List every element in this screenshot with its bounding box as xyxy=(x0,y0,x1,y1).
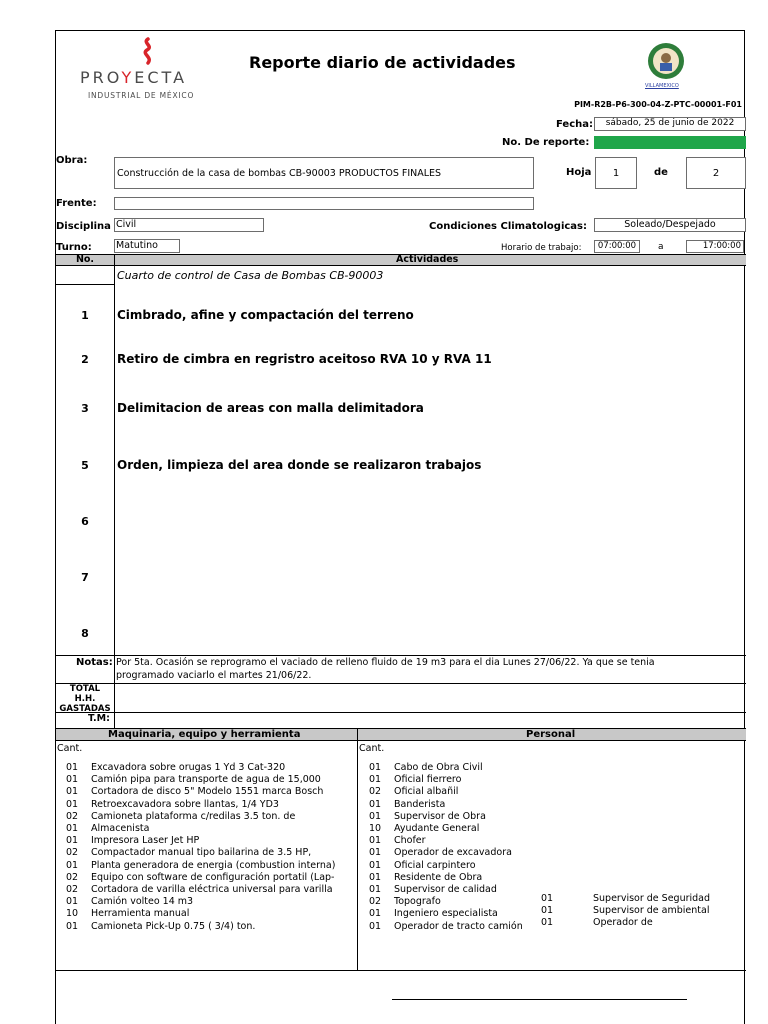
activity-number: 5 xyxy=(81,459,89,472)
activity-number: 1 xyxy=(81,309,89,322)
row-description: Cabo de Obra Civil xyxy=(394,762,483,773)
personal-cant-label: Cant. xyxy=(359,743,385,754)
personnel-row xyxy=(369,920,549,933)
horario-a-label: a xyxy=(658,242,664,252)
total-hh-label xyxy=(56,684,114,712)
personnel-row xyxy=(541,904,721,917)
row-quantity: 02 xyxy=(66,884,79,895)
equipment-row xyxy=(66,810,362,823)
row-description: Compactador manual tipo bailarina de 3.5 HP, xyxy=(91,847,312,859)
row-quantity: 01 xyxy=(369,908,382,920)
notas-bottom-rule xyxy=(56,683,746,684)
row-quantity: 01 xyxy=(66,835,79,847)
row-quantity: 01 xyxy=(369,859,382,871)
row-description: Oficial fierrero xyxy=(394,774,462,786)
row-quantity: 02 xyxy=(66,871,79,883)
personnel-row xyxy=(369,871,549,884)
total-hh-l2: H.H. xyxy=(74,694,96,704)
row-quantity: 02 xyxy=(66,810,79,822)
row-quantity: 01 xyxy=(369,920,382,932)
row-quantity: 01 xyxy=(66,786,79,798)
row-description: Cortadora de varilla eléctrica universal para varilla xyxy=(91,884,333,895)
no-reporte-value xyxy=(594,136,746,149)
activity-number: 3 xyxy=(81,402,89,415)
report-title: Reporte diario de actividades xyxy=(249,53,516,72)
equipment-row xyxy=(66,871,362,884)
hoja-total-number: 2 xyxy=(712,168,720,179)
frente-field xyxy=(114,197,534,210)
report-sheet xyxy=(55,30,745,1024)
personnel-row xyxy=(369,773,549,786)
row-description: Ingeniero especialista xyxy=(394,908,498,920)
disciplina-field xyxy=(114,218,264,232)
notas-line-2: programado vaciarlo el martes 21/06/22. xyxy=(116,670,312,681)
row-description: Supervisor de Obra xyxy=(394,810,486,822)
personnel-row xyxy=(541,892,721,905)
row-description: Residente de Obra xyxy=(394,871,483,883)
row-description: Banderista xyxy=(394,798,446,810)
personnel-row xyxy=(369,761,549,774)
personnel-row xyxy=(369,846,549,859)
row-quantity: 01 xyxy=(369,871,382,883)
row-quantity: 01 xyxy=(369,774,382,786)
horario-end xyxy=(686,240,744,253)
row-description: Planta generadora de energia (combustion interna) xyxy=(91,859,336,871)
row-description: Supervisor de ambiental xyxy=(593,905,710,917)
fecha-label: Fecha: xyxy=(556,119,594,130)
row-description: Chofer xyxy=(394,835,426,847)
personnel-row xyxy=(369,785,549,798)
activity-number: 6 xyxy=(81,515,89,528)
personnel-row xyxy=(369,859,549,872)
activities-subtitle: Cuarto de control de Casa de Bombas CB-90003 xyxy=(117,269,384,282)
personnel-row xyxy=(369,907,549,920)
row-description: Supervisor de Seguridad xyxy=(593,893,711,904)
row-description: Operador de xyxy=(593,917,653,929)
seal-icon xyxy=(646,41,686,81)
row-description: Impresora Laser Jet HP xyxy=(91,835,200,847)
fecha-text: sábado, 25 de junio de 2022 xyxy=(605,118,735,128)
row-description: Operador de excavadora xyxy=(394,847,512,859)
notas-label: Notas: xyxy=(76,657,113,668)
equipment-row xyxy=(66,785,362,798)
row-description: Retroexcavadora sobre llantas, 1/4 YD3 xyxy=(91,798,279,810)
row-quantity: 01 xyxy=(369,762,382,773)
row-quantity: 01 xyxy=(369,810,382,822)
personal-header: Personal xyxy=(526,729,576,740)
activity-description: Retiro de cimbra en regristro aceitoso RVA 10 y RVA 11 xyxy=(117,352,492,366)
disciplina-label: Disciplina xyxy=(56,221,111,232)
tm-label: T.M: xyxy=(88,713,110,724)
equipment-row xyxy=(66,761,362,774)
total-hh-l3: GASTADAS xyxy=(59,704,111,712)
row-quantity: 01 xyxy=(541,905,554,917)
activity-number: 7 xyxy=(81,571,89,584)
disciplina-text: Civil xyxy=(116,219,137,230)
personnel-row xyxy=(369,895,549,908)
no-reporte-label: No. De reporte: xyxy=(502,137,590,148)
row-quantity: 01 xyxy=(369,884,382,895)
activity-description: Orden, limpieza del area donde se realizaron trabajos xyxy=(117,458,482,472)
company-logo xyxy=(76,37,216,103)
row-description: Cortadora de disco 5" Modelo 1551 marca Bosch xyxy=(91,786,324,798)
horario-label: Horario de trabajo: xyxy=(501,243,582,253)
logo-brand-left: PRO xyxy=(80,68,122,87)
equipment-row xyxy=(66,883,362,896)
horario-end-text: 17:00:00 xyxy=(702,241,741,251)
equipment-row xyxy=(66,895,362,908)
logo-y-glyph: Y xyxy=(121,68,135,87)
seal-logo xyxy=(641,41,691,93)
activities-title-header: Actividades xyxy=(396,254,459,265)
row-description: Topografo xyxy=(394,896,441,908)
notas-line-1: Por 5ta. Ocasión se reprogramo el vaciado de relleno fluido de 19 m3 para el dia Lunes 27/06/22. Ya que se tenia xyxy=(116,657,655,668)
resources-bottom-rule xyxy=(56,970,746,971)
activity-number: 8 xyxy=(81,627,89,640)
row-quantity: 01 xyxy=(66,823,79,834)
hoja-total xyxy=(686,157,746,189)
row-quantity: 10 xyxy=(369,823,382,834)
signature-line xyxy=(392,999,687,1000)
row-quantity: 01 xyxy=(541,917,554,929)
row-quantity: 01 xyxy=(66,920,79,932)
total-hh-bottom-rule xyxy=(56,712,746,713)
row-description: Ayudante General xyxy=(394,823,480,834)
condiciones-label: Condiciones Climatologicas: xyxy=(429,221,587,232)
equipment-row xyxy=(66,773,362,786)
row-quantity: 01 xyxy=(66,762,79,773)
row-quantity: 02 xyxy=(66,847,79,859)
row-quantity: 01 xyxy=(66,859,79,871)
logo-subtitle: INDUSTRIAL DE MÉXICO xyxy=(88,91,195,100)
activities-divider xyxy=(114,254,115,714)
equipment-row xyxy=(66,920,362,933)
row-description: Oficial albañil xyxy=(394,786,459,798)
row-quantity: 01 xyxy=(66,798,79,810)
row-quantity: 02 xyxy=(369,786,382,798)
activity-description: Delimitacion de areas con malla delimitadora xyxy=(117,401,424,415)
hoja-number: 1 xyxy=(612,168,620,179)
tm-divider xyxy=(114,712,115,728)
personnel-row xyxy=(541,916,721,929)
equipment-row xyxy=(66,846,362,859)
horario-start xyxy=(594,240,640,253)
row-quantity: 01 xyxy=(541,893,554,904)
document-code: PIM-R2B-P6-300-04-Z-PTC-00001-F01 xyxy=(574,100,742,109)
maquinaria-header: Maquinaria, equipo y herramienta xyxy=(108,729,301,740)
seal-caption: VILLAMEXICO xyxy=(645,83,679,89)
row-description: Camioneta plataforma c/redilas 3.5 ton. de xyxy=(91,810,296,822)
row-description: Operador de tracto camión xyxy=(394,920,523,932)
row-description: Camión volteo 14 m3 xyxy=(91,896,194,908)
row-quantity: 02 xyxy=(369,896,382,908)
horario-start-text: 07:00:00 xyxy=(597,241,637,251)
de-label: de xyxy=(654,167,668,178)
hoja-value xyxy=(595,157,637,189)
equipment-row xyxy=(66,907,362,920)
turno-label: Turno: xyxy=(56,242,92,253)
activity-number: 2 xyxy=(81,353,89,366)
row-description: Camioneta Pick-Up 0.75 ( 3/4) ton. xyxy=(91,920,256,932)
equipment-row xyxy=(66,834,362,847)
obra-field xyxy=(114,157,534,189)
personnel-row xyxy=(369,883,549,896)
row-quantity: 01 xyxy=(369,847,382,859)
row-description: Almacenista xyxy=(91,823,150,834)
row-description: Equipo con software de configuración portatil (Lap- xyxy=(91,871,335,883)
row-description: Herramienta manual xyxy=(91,908,190,920)
fecha-value xyxy=(594,117,746,131)
row-description: Excavadora sobre orugas 1 Yd 3 Cat-320 xyxy=(91,762,286,773)
frente-label: Frente: xyxy=(56,198,97,209)
hoja-label: Hoja xyxy=(566,167,592,178)
equipment-row xyxy=(66,859,362,872)
row-quantity: 01 xyxy=(66,774,79,786)
row-description: Camión pipa para transporte de agua de 15,000 xyxy=(91,774,321,786)
personnel-row xyxy=(369,810,549,823)
obra-text: Construcción de la casa de bombas CB-90003 PRODUCTOS FINALES xyxy=(117,168,442,179)
logo-mark-icon xyxy=(136,37,160,67)
turno-field xyxy=(114,239,180,253)
equipment-row xyxy=(66,798,362,811)
notas-top-rule xyxy=(56,655,746,656)
logo-brand xyxy=(80,68,187,87)
row-quantity: 10 xyxy=(66,908,79,920)
condiciones-text: Soleado/Despejado xyxy=(624,219,716,230)
equipment-row xyxy=(66,822,362,835)
personnel-row xyxy=(369,834,549,847)
maquinaria-cant-label: Cant. xyxy=(57,743,83,754)
row-description: Supervisor de calidad xyxy=(394,884,497,895)
personnel-row xyxy=(369,822,549,835)
row-description: Oficial carpintero xyxy=(394,859,476,871)
row-quantity: 01 xyxy=(369,835,382,847)
row-quantity: 01 xyxy=(66,896,79,908)
subtitle-rule xyxy=(56,284,114,285)
total-hh-l1: TOTAL xyxy=(69,684,101,694)
activity-description: Cimbrado, afine y compactación del terreno xyxy=(117,308,414,322)
personnel-row xyxy=(369,798,549,811)
logo-brand-right: ECTA xyxy=(134,68,188,87)
turno-text: Matutino xyxy=(116,240,158,251)
row-quantity: 01 xyxy=(369,798,382,810)
obra-label: Obra: xyxy=(56,155,88,166)
condiciones-field xyxy=(594,218,746,232)
activities-no-header: No. xyxy=(75,254,95,265)
